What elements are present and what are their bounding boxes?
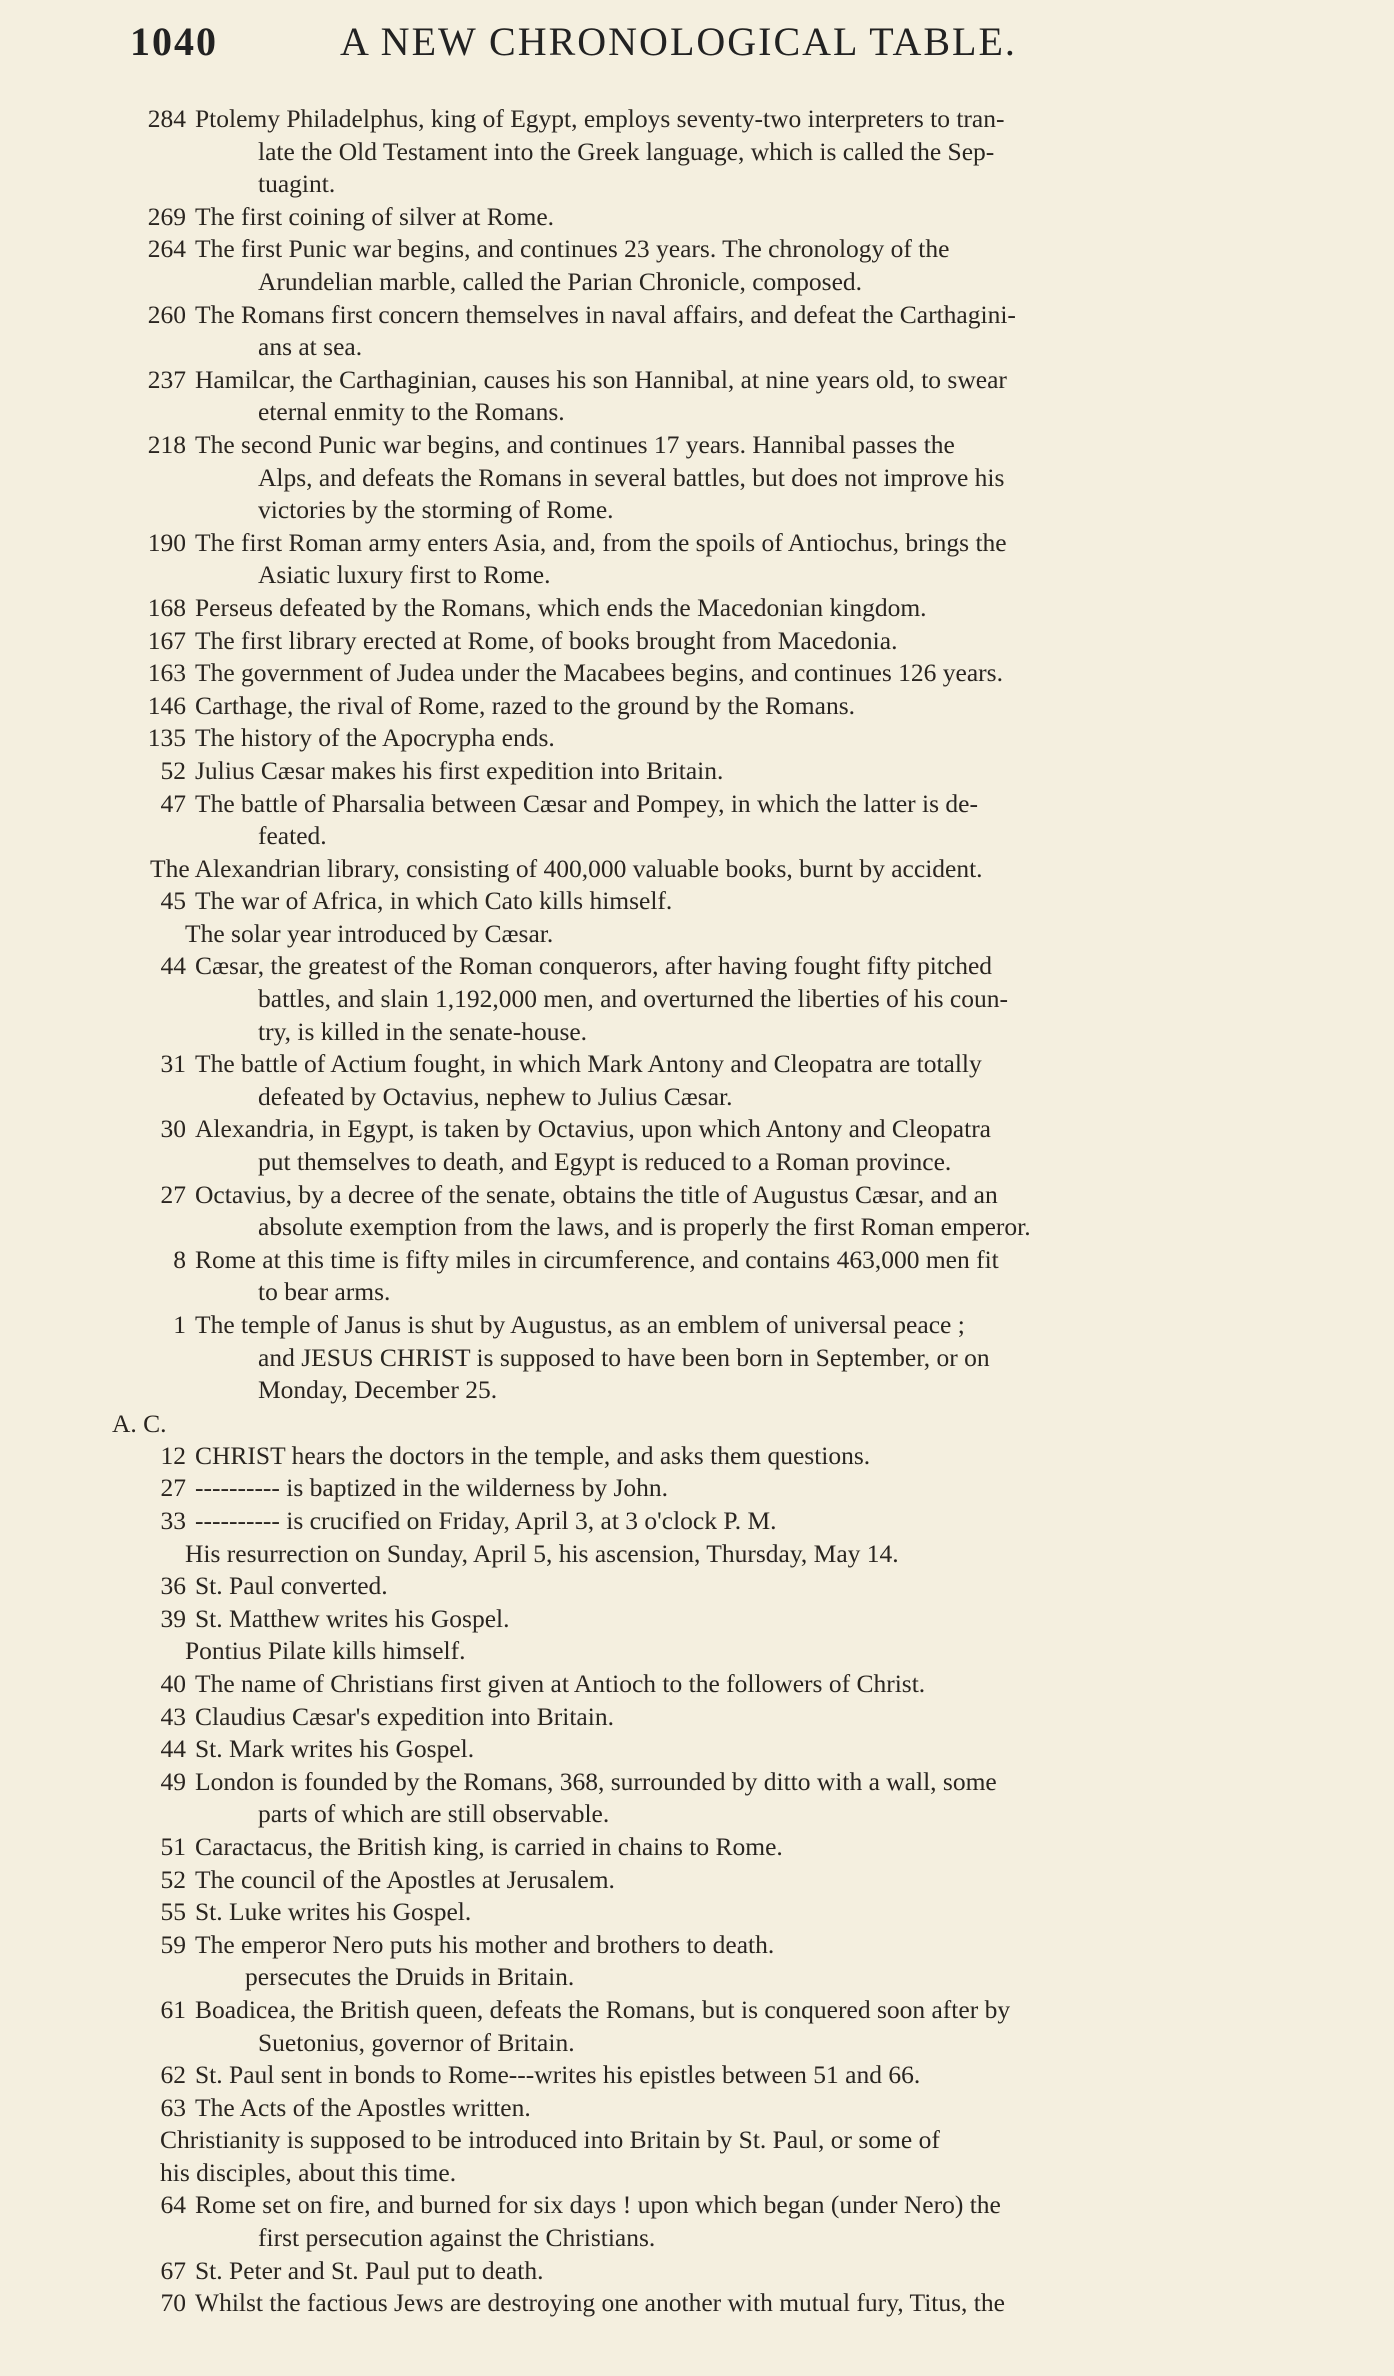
entry-text-line: Arundelian marble, called the Parian Chronicle, composed. (258, 266, 863, 296)
chronology-entry (0, 1733, 1394, 1766)
entry-text-line: absolute exemption from the laws, and is properly the first Roman emperor. (258, 1212, 1031, 1242)
chronology-entry (0, 233, 1394, 298)
entry-year: 44 (160, 951, 186, 981)
chronology-entry (0, 1766, 1394, 1831)
entry-text-line: The first coining of silver at Rome. (195, 201, 555, 231)
entry-text-line: to bear arms. (258, 1277, 391, 1307)
entry-year: 264 (147, 234, 186, 264)
entry-text-line: His resurrection on Sunday, April 5, his ascension, Thursday, May 14. (185, 1538, 899, 1568)
entry-text-line: The government of Judea under the Macabees begins, and continues 126 years. (195, 658, 1003, 688)
entry-text-line: The war of Africa, in which Cato kills himself. (195, 886, 673, 916)
entry-year: 190 (147, 527, 186, 557)
chronology-entry (0, 1440, 1394, 1473)
chronology-entry (0, 1668, 1394, 1701)
entry-year: 61 (160, 1994, 186, 2024)
entry-year: 31 (160, 1049, 186, 1079)
entry-year: 27 (160, 1473, 186, 1503)
entry-text-line: The emperor Nero puts his mother and brothers to death. (195, 1929, 775, 1959)
entry-text-line: Caractacus, the British king, is carried in chains to Rome. (195, 1831, 783, 1861)
entry-year: 43 (160, 1701, 186, 1731)
entry-year: 62 (160, 2060, 186, 2090)
entry-year: 44 (160, 1734, 186, 1764)
entry-text-line: Monday, December 25. (258, 1375, 498, 1405)
entry-text-line: The temple of Janus is shut by Augustus, as an emblem of universal peace ; (195, 1310, 965, 1340)
entry-text-line: Julius Cæsar makes his first expedition into Britain. (195, 755, 724, 785)
entry-text-line: The council of the Apostles at Jerusalem. (195, 1864, 615, 1894)
entry-year: 146 (147, 690, 186, 720)
entry-year: 47 (160, 788, 186, 818)
chronology-entry (0, 592, 1394, 625)
chronology-entry (0, 788, 1394, 853)
entry-text-line: Asiatic luxury first to Rome. (258, 560, 551, 590)
entry-text-line: The Alexandrian library, consisting of 400,000 valuable books, burnt by accident. (150, 853, 983, 883)
entry-text-line: The Romans first concern themselves in naval affairs, and defeat the Carthagini- (195, 299, 1016, 329)
chronology-entry (0, 1570, 1394, 1603)
entry-text-line: try, is killed in the senate-house. (258, 1016, 588, 1046)
entry-text-line: The solar year introduced by Cæsar. (185, 918, 554, 948)
chronology-entry (0, 1505, 1394, 1570)
entry-year: 63 (160, 2092, 186, 2122)
entry-text-line: St. Matthew writes his Gospel. (195, 1603, 510, 1633)
page-header (130, 8, 1280, 78)
entry-text-line: The second Punic war begins, and continues 17 years. Hannibal passes the (195, 429, 955, 459)
chronology-entry (0, 1896, 1394, 1929)
entry-year: 8 (173, 1244, 186, 1274)
chronology-entry (0, 201, 1394, 234)
chronology-entry (0, 690, 1394, 723)
entry-text-line: his disciples, about this time. (160, 2157, 457, 2187)
entry-text-line: defeated by Octavius, nephew to Julius Cæsar. (258, 1081, 733, 1111)
entry-text-line: The Acts of the Apostles written. (195, 2092, 531, 2122)
entry-text-line: and JESUS CHRIST is supposed to have been born in September, or on (258, 1342, 990, 1372)
entry-text-line: The first Roman army enters Asia, and, from the spoils of Antiochus, brings the (195, 527, 1007, 557)
entry-text-line: put themselves to death, and Egypt is reduced to a Roman province. (258, 1147, 952, 1177)
chronology-entry (0, 1244, 1394, 1309)
entry-year: 55 (160, 1897, 186, 1927)
entry-text-line: persecutes the Druids in Britain. (245, 1962, 575, 1992)
chronology-entry (0, 1603, 1394, 1668)
entry-text-line: Cæsar, the greatest of the Roman conquerors, after having fought fifty pitched (195, 951, 993, 981)
entry-year: 163 (147, 658, 186, 688)
entry-text-line: Carthage, the rival of Rome, razed to the ground by the Romans. (195, 690, 855, 720)
chronology-entry (0, 364, 1394, 429)
entry-text-line: Hamilcar, the Carthaginian, causes his son Hannibal, at nine years old, to swear (195, 364, 1007, 394)
entry-text-line: victories by the storming of Rome. (258, 495, 614, 525)
entry-year: 59 (160, 1929, 186, 1959)
entry-text-line: Suetonius, governor of Britain. (258, 2027, 575, 2057)
chronology-entry (0, 1309, 1394, 1407)
entry-year: 135 (147, 723, 186, 753)
page-number: 1040 (130, 19, 218, 64)
chronology-entry (0, 1831, 1394, 1864)
entry-text-line: parts of which are still observable. (258, 1799, 610, 1829)
ac-label-text: A. C. (112, 1408, 167, 1438)
entry-year: 12 (160, 1440, 186, 1470)
chronology-entry (0, 1048, 1394, 1113)
chronology-entry (0, 2059, 1394, 2092)
entry-year: 284 (147, 104, 186, 133)
chronology-entry (0, 429, 1394, 527)
entry-text-line: feated. (258, 821, 327, 851)
entry-text-line: The battle of Actium fought, in which Mark Antony and Cleopatra are totally (195, 1049, 982, 1079)
chronology-entry (0, 299, 1394, 364)
entry-text-line: Rome set on fire, and burned for six days ! upon which began (under Nero) the (195, 2190, 1001, 2220)
chronology-entry (0, 1994, 1394, 2059)
entry-text-line: Octavius, by a decree of the senate, obtains the title of Augustus Cæsar, and an (195, 1179, 998, 1209)
entry-text-line: St. Paul converted. (195, 1571, 388, 1601)
entry-year: 167 (147, 625, 186, 655)
entry-year: 70 (160, 2288, 186, 2318)
entry-text-line: St. Mark writes his Gospel. (195, 1734, 475, 1764)
entry-text-line: The first library erected at Rome, of books brought from Macedonia. (195, 625, 898, 655)
entry-text-line: Boadicea, the British queen, defeats the Romans, but is conquered soon after by (195, 1994, 1011, 2024)
entry-year: 67 (160, 2255, 186, 2285)
anno-christi-label (0, 1407, 1394, 1440)
entry-year: 1 (173, 1310, 186, 1340)
page-title: A NEW CHRONOLOGICAL TABLE. (340, 19, 1017, 64)
entry-year: 269 (147, 201, 186, 231)
entry-year: 39 (160, 1603, 186, 1633)
entry-year: 52 (160, 1864, 186, 1894)
entry-text-line: ans at sea. (258, 332, 363, 362)
entry-year: 260 (147, 299, 186, 329)
chronology-entry (0, 2092, 1394, 2190)
chronology-entry (0, 755, 1394, 788)
chronology-entry (0, 950, 1394, 1048)
entry-text-line: ---------- is crucified on Friday, April 3, at 3 o'clock P. M. (195, 1506, 777, 1535)
entry-text-line: St. Peter and St. Paul put to death. (195, 2255, 544, 2285)
entry-year: 30 (160, 1114, 186, 1144)
entry-year: 51 (160, 1831, 186, 1861)
entry-text-line: Rome at this time is fifty miles in circumference, and contains 463,000 men fit (195, 1244, 999, 1274)
chronology-list (0, 103, 1394, 2320)
chronology-entry (0, 1179, 1394, 1244)
entry-year: 33 (160, 1506, 186, 1535)
chronology-entry (0, 1113, 1394, 1178)
entry-text-line: Whilst the factious Jews are destroying one another with mutual fury, Titus, the (195, 2288, 1005, 2318)
chronology-entry (0, 657, 1394, 690)
entry-year: 64 (160, 2190, 186, 2220)
entry-text-line: CHRIST hears the doctors in the temple, and asks them questions. (195, 1440, 871, 1470)
chronology-entry (0, 1929, 1394, 1994)
entry-text-line: Claudius Cæsar's expedition into Britain. (195, 1701, 614, 1731)
entry-text-line: Pontius Pilate kills himself. (185, 1636, 466, 1666)
chronology-entry (0, 722, 1394, 755)
entry-text-line: Ptolemy Philadelphus, king of Egypt, employs seventy-two interpreters to tran- (195, 104, 1005, 133)
entry-year: 45 (160, 886, 186, 916)
entry-text-line: battles, and slain 1,192,000 men, and overturned the liberties of his coun- (258, 984, 1008, 1014)
entry-year: 36 (160, 1571, 186, 1601)
entry-year: 168 (147, 592, 186, 622)
entry-text-line: London is founded by the Romans, 368, surrounded by ditto with a wall, some (195, 1766, 997, 1796)
entry-year: 40 (160, 1668, 186, 1698)
chronology-entry (0, 103, 1394, 201)
entry-text-line: first persecution against the Christians. (258, 2223, 656, 2253)
entry-text-line: The name of Christians first given at Antioch to the followers of Christ. (195, 1668, 926, 1698)
entry-year: 218 (147, 429, 186, 459)
chronology-entry (0, 527, 1394, 592)
entry-text-line: late the Old Testament into the Greek language, which is called the Sep- (258, 136, 995, 166)
chronology-entry (0, 2287, 1394, 2320)
chronology-entry (0, 625, 1394, 658)
entry-text-line: Christianity is supposed to be introduced into Britain by St. Paul, or some of (160, 2125, 940, 2155)
entry-year: 52 (160, 755, 186, 785)
entry-text-line: The first Punic war begins, and continues 23 years. The chronology of the (195, 234, 950, 264)
entry-text-line: St. Paul sent in bonds to Rome---writes his epistles between 51 and 66. (195, 2060, 921, 2090)
entry-year: 237 (147, 364, 186, 394)
entry-text-line: Alexandria, in Egypt, is taken by Octavius, upon which Antony and Cleopatra (195, 1114, 992, 1144)
chronology-entry (0, 2189, 1394, 2254)
entry-text-line: The battle of Pharsalia between Cæsar and Pompey, in which the latter is de- (195, 788, 978, 818)
entry-text-line: ---------- is baptized in the wilderness by John. (195, 1473, 669, 1503)
chronology-entry (0, 2255, 1394, 2288)
chronology-entry (0, 1864, 1394, 1897)
chronology-entry (0, 1701, 1394, 1734)
entry-text-line: tuagint. (258, 169, 336, 199)
entry-text-line: eternal enmity to the Romans. (258, 397, 565, 427)
entry-year: 49 (160, 1766, 186, 1796)
entry-text-line: Alps, and defeats the Romans in several battles, but does not improve his (258, 462, 1005, 492)
entry-year: 27 (160, 1179, 186, 1209)
entry-text-line: St. Luke writes his Gospel. (195, 1897, 472, 1927)
chronology-entry (0, 885, 1394, 950)
chronology-entry (0, 1472, 1394, 1505)
chronology-entry (0, 853, 1394, 886)
entry-text-line: The history of the Apocrypha ends. (195, 723, 555, 753)
entry-text-line: Perseus defeated by the Romans, which ends the Macedonian kingdom. (195, 592, 927, 622)
